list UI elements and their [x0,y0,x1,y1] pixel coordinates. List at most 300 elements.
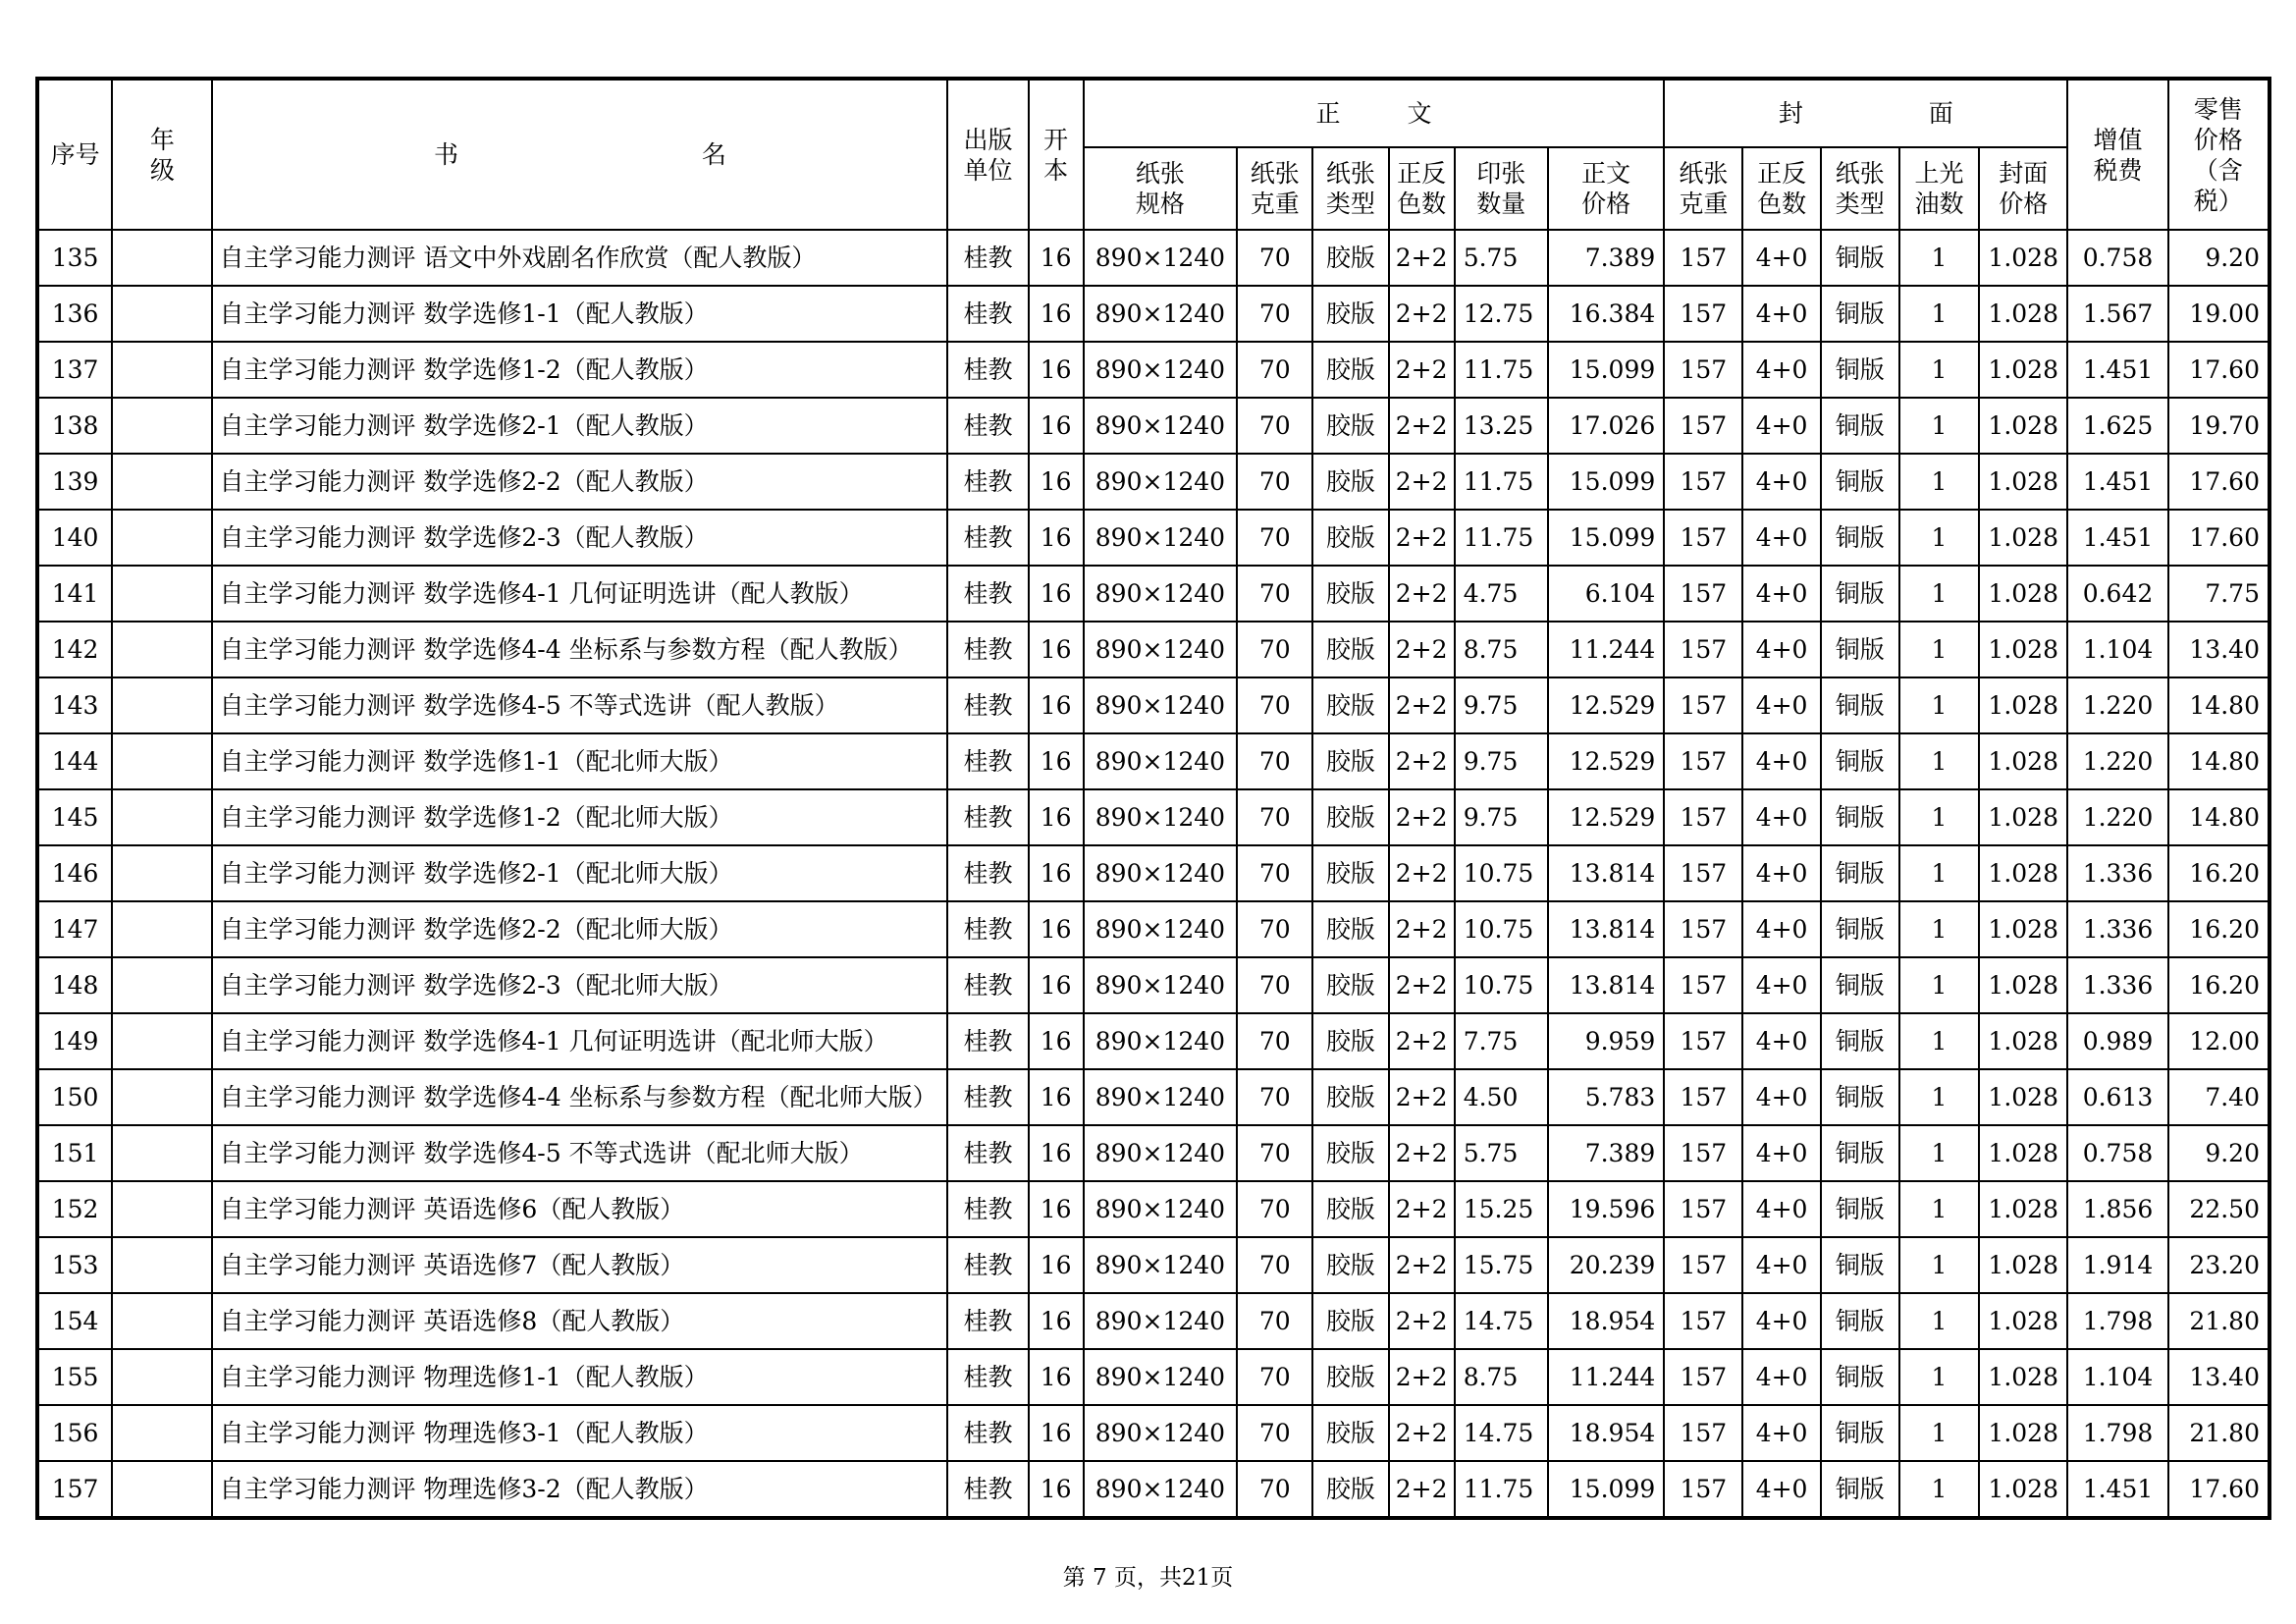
cell-cover-gsm: 157 [1664,901,1742,957]
cell-seq: 157 [37,1461,112,1518]
header-cover-colors: 正反色数 [1742,147,1820,230]
cell-format: 16 [1029,1237,1084,1293]
cell-grade [112,1069,212,1125]
cell-paper-type: 胶版 [1312,845,1388,901]
cell-paper-size: 890×1240 [1084,733,1237,789]
cell-cover-paper-type: 铜版 [1821,1181,1899,1237]
cell-cover-colors: 4+0 [1742,1293,1820,1349]
cell-title: 自主学习能力测评 物理选修3-1（配人教版） [212,1405,947,1461]
cell-grade [112,398,212,454]
cell-paper-gsm: 70 [1237,398,1312,454]
cell-title: 自主学习能力测评 物理选修1-1（配人教版） [212,1349,947,1405]
cell-cover-paper-type: 铜版 [1821,566,1899,622]
cell-sheets: 4.50 [1455,1069,1548,1125]
cell-colors: 2+2 [1389,230,1455,286]
cell-colors: 2+2 [1389,733,1455,789]
cell-sheets: 4.75 [1455,566,1548,622]
cell-seq: 150 [37,1069,112,1125]
cell-cover-colors: 4+0 [1742,1125,1820,1181]
cell-cover-price: 1.028 [1979,845,2067,901]
cell-cover-gsm: 157 [1664,1293,1742,1349]
cell-sheets: 9.75 [1455,789,1548,845]
price-table [35,77,2271,1520]
cell-paper-size: 890×1240 [1084,1181,1237,1237]
cell-vat: 1.451 [2067,1461,2167,1518]
cell-cover-colors: 4+0 [1742,286,1820,342]
cell-sheets: 5.75 [1455,1125,1548,1181]
header-retail: 零售价格（含税） [2168,79,2269,230]
cell-cover-gloss: 1 [1899,1405,1979,1461]
cell-vat: 0.758 [2067,230,2167,286]
cell-body-price: 16.384 [1548,286,1664,342]
cell-grade [112,789,212,845]
cell-format: 16 [1029,845,1084,901]
cell-sheets: 14.75 [1455,1293,1548,1349]
cell-grade [112,845,212,901]
cell-paper-type: 胶版 [1312,398,1388,454]
cell-cover-gsm: 157 [1664,342,1742,398]
cell-paper-size: 890×1240 [1084,230,1237,286]
cell-title: 自主学习能力测评 数学选修4-4 坐标系与参数方程（配北师大版） [212,1069,947,1125]
cell-vat: 1.567 [2067,286,2167,342]
cell-publisher: 桂教 [947,957,1028,1013]
cell-cover-paper-type: 铜版 [1821,845,1899,901]
cell-cover-price: 1.028 [1979,1293,2067,1349]
cell-cover-paper-type: 铜版 [1821,342,1899,398]
cell-title: 自主学习能力测评 数学选修1-2（配北师大版） [212,789,947,845]
table-row [37,677,2269,733]
cell-publisher: 桂教 [947,454,1028,510]
cell-paper-size: 890×1240 [1084,510,1237,566]
table-row [37,1181,2269,1237]
cell-grade [112,286,212,342]
table-row [37,454,2269,510]
cell-cover-gloss: 1 [1899,1181,1979,1237]
cell-cover-colors: 4+0 [1742,957,1820,1013]
cell-body-price: 13.814 [1548,901,1664,957]
cell-cover-paper-type: 铜版 [1821,677,1899,733]
cell-paper-size: 890×1240 [1084,845,1237,901]
cell-cover-paper-type: 铜版 [1821,1013,1899,1069]
cell-vat: 1.451 [2067,510,2167,566]
table-row [37,1349,2269,1405]
cell-cover-gsm: 157 [1664,398,1742,454]
cell-paper-gsm: 70 [1237,1069,1312,1125]
cell-cover-gsm: 157 [1664,957,1742,1013]
header-body-colors: 正反色数 [1389,147,1455,230]
cell-cover-price: 1.028 [1979,1349,2067,1405]
cell-paper-type: 胶版 [1312,1349,1388,1405]
cell-cover-gloss: 1 [1899,510,1979,566]
cell-colors: 2+2 [1389,1069,1455,1125]
cell-title: 自主学习能力测评 数学选修2-2（配人教版） [212,454,947,510]
cell-sheets: 9.75 [1455,677,1548,733]
cell-seq: 146 [37,845,112,901]
cell-grade [112,1405,212,1461]
table-row [37,901,2269,957]
cell-cover-gloss: 1 [1899,286,1979,342]
cell-cover-colors: 4+0 [1742,789,1820,845]
cell-vat: 1.914 [2067,1237,2167,1293]
cell-format: 16 [1029,454,1084,510]
cell-format: 16 [1029,1405,1084,1461]
cell-cover-colors: 4+0 [1742,342,1820,398]
cell-paper-gsm: 70 [1237,1405,1312,1461]
cell-sheets: 12.75 [1455,286,1548,342]
cell-format: 16 [1029,677,1084,733]
cell-format: 16 [1029,230,1084,286]
cell-format: 16 [1029,1125,1084,1181]
cell-cover-price: 1.028 [1979,1237,2067,1293]
cell-seq: 143 [37,677,112,733]
cell-vat: 1.856 [2067,1181,2167,1237]
cell-vat: 1.220 [2067,733,2167,789]
cell-paper-gsm: 70 [1237,845,1312,901]
cell-publisher: 桂教 [947,1461,1028,1518]
cell-sheets: 7.75 [1455,1013,1548,1069]
cell-paper-type: 胶版 [1312,1237,1388,1293]
header-body-price: 正文价格 [1548,147,1664,230]
cell-title: 自主学习能力测评 物理选修3-2（配人教版） [212,1461,947,1518]
header-cover-group: 封 面 [1664,79,2067,147]
table-row [37,622,2269,677]
cell-cover-gloss: 1 [1899,566,1979,622]
cell-vat: 1.451 [2067,454,2167,510]
cell-grade [112,1349,212,1405]
cell-cover-gloss: 1 [1899,1013,1979,1069]
cell-retail: 16.20 [2168,957,2269,1013]
header-cover-gsm: 纸张克重 [1664,147,1742,230]
cell-paper-type: 胶版 [1312,566,1388,622]
cell-retail: 17.60 [2168,510,2269,566]
cell-paper-gsm: 70 [1237,566,1312,622]
header-format: 开本 [1029,79,1084,230]
cell-body-price: 12.529 [1548,733,1664,789]
cell-publisher: 桂教 [947,1293,1028,1349]
cell-body-price: 18.954 [1548,1405,1664,1461]
cell-paper-size: 890×1240 [1084,342,1237,398]
cell-grade [112,1461,212,1518]
cell-format: 16 [1029,1293,1084,1349]
cell-title: 自主学习能力测评 语文中外戏剧名作欣赏（配人教版） [212,230,947,286]
cell-format: 16 [1029,901,1084,957]
cell-title: 自主学习能力测评 数学选修2-3（配北师大版） [212,957,947,1013]
cell-publisher: 桂教 [947,789,1028,845]
header-vat: 增值税费 [2067,79,2167,230]
cell-paper-gsm: 70 [1237,789,1312,845]
cell-paper-gsm: 70 [1237,677,1312,733]
cell-colors: 2+2 [1389,845,1455,901]
cell-publisher: 桂教 [947,1237,1028,1293]
cell-format: 16 [1029,622,1084,677]
cell-vat: 1.336 [2067,845,2167,901]
cell-paper-type: 胶版 [1312,1461,1388,1518]
cell-cover-price: 1.028 [1979,454,2067,510]
cell-publisher: 桂教 [947,1181,1028,1237]
cell-seq: 144 [37,733,112,789]
cell-paper-gsm: 70 [1237,1237,1312,1293]
cell-paper-type: 胶版 [1312,1069,1388,1125]
cell-colors: 2+2 [1389,789,1455,845]
cell-seq: 141 [37,566,112,622]
cell-cover-price: 1.028 [1979,1461,2067,1518]
cell-grade [112,957,212,1013]
cell-publisher: 桂教 [947,677,1028,733]
cell-body-price: 7.389 [1548,1125,1664,1181]
cell-vat: 1.104 [2067,622,2167,677]
cell-cover-gloss: 1 [1899,1461,1979,1518]
cell-sheets: 8.75 [1455,1349,1548,1405]
cell-paper-size: 890×1240 [1084,398,1237,454]
cell-cover-gsm: 157 [1664,1181,1742,1237]
cell-paper-size: 890×1240 [1084,1349,1237,1405]
cell-paper-size: 890×1240 [1084,901,1237,957]
cell-cover-colors: 4+0 [1742,622,1820,677]
cell-sheets: 11.75 [1455,454,1548,510]
cell-body-price: 5.783 [1548,1069,1664,1125]
cell-cover-paper-type: 铜版 [1821,286,1899,342]
table-row [37,1293,2269,1349]
cell-cover-gloss: 1 [1899,957,1979,1013]
cell-paper-type: 胶版 [1312,1013,1388,1069]
cell-paper-size: 890×1240 [1084,789,1237,845]
cell-sheets: 11.75 [1455,342,1548,398]
cell-colors: 2+2 [1389,342,1455,398]
cell-retail: 17.60 [2168,454,2269,510]
cell-paper-size: 890×1240 [1084,622,1237,677]
cell-cover-gsm: 157 [1664,454,1742,510]
cell-grade [112,454,212,510]
cell-cover-gsm: 157 [1664,1125,1742,1181]
cell-grade [112,1181,212,1237]
cell-seq: 154 [37,1293,112,1349]
header-body-sheets: 印张数量 [1455,147,1548,230]
cell-title: 自主学习能力测评 数学选修4-1 几何证明选讲（配北师大版） [212,1013,947,1069]
cell-cover-gloss: 1 [1899,901,1979,957]
cell-retail: 23.20 [2168,1237,2269,1293]
cell-title: 自主学习能力测评 数学选修4-5 不等式选讲（配人教版） [212,677,947,733]
cell-paper-type: 胶版 [1312,230,1388,286]
cell-cover-price: 1.028 [1979,398,2067,454]
cell-grade [112,342,212,398]
cell-body-price: 20.239 [1548,1237,1664,1293]
cell-vat: 1.451 [2067,342,2167,398]
cell-body-price: 6.104 [1548,566,1664,622]
cell-cover-price: 1.028 [1979,1405,2067,1461]
cell-title: 自主学习能力测评 数学选修2-1（配北师大版） [212,845,947,901]
cell-cover-gloss: 1 [1899,1237,1979,1293]
cell-colors: 2+2 [1389,1405,1455,1461]
cell-cover-gsm: 157 [1664,566,1742,622]
cell-retail: 14.80 [2168,789,2269,845]
cell-cover-colors: 4+0 [1742,230,1820,286]
cell-paper-gsm: 70 [1237,342,1312,398]
cell-cover-paper-type: 铜版 [1821,1125,1899,1181]
cell-retail: 17.60 [2168,1461,2269,1518]
cell-paper-gsm: 70 [1237,1461,1312,1518]
cell-cover-price: 1.028 [1979,230,2067,286]
cell-body-price: 12.529 [1548,677,1664,733]
cell-seq: 152 [37,1181,112,1237]
cell-publisher: 桂教 [947,342,1028,398]
cell-retail: 7.75 [2168,566,2269,622]
cell-cover-price: 1.028 [1979,286,2067,342]
cell-colors: 2+2 [1389,398,1455,454]
cell-format: 16 [1029,733,1084,789]
cell-format: 16 [1029,342,1084,398]
cell-body-price: 15.099 [1548,1461,1664,1518]
cell-grade [112,230,212,286]
cell-paper-size: 890×1240 [1084,1461,1237,1518]
cell-cover-paper-type: 铜版 [1821,1069,1899,1125]
table-row [37,1461,2269,1518]
cell-cover-gloss: 1 [1899,733,1979,789]
cell-cover-price: 1.028 [1979,1181,2067,1237]
cell-cover-colors: 4+0 [1742,901,1820,957]
cell-seq: 151 [37,1125,112,1181]
header-body-paper-size: 纸张规格 [1084,147,1237,230]
cell-format: 16 [1029,286,1084,342]
cell-retail: 16.20 [2168,845,2269,901]
cell-paper-size: 890×1240 [1084,454,1237,510]
cell-paper-type: 胶版 [1312,1125,1388,1181]
cell-body-price: 11.244 [1548,622,1664,677]
cell-seq: 147 [37,901,112,957]
cell-colors: 2+2 [1389,1349,1455,1405]
cell-cover-price: 1.028 [1979,1125,2067,1181]
cell-paper-type: 胶版 [1312,957,1388,1013]
cell-cover-paper-type: 铜版 [1821,398,1899,454]
cell-body-price: 15.099 [1548,454,1664,510]
cell-grade [112,622,212,677]
cell-cover-price: 1.028 [1979,901,2067,957]
table-row [37,1237,2269,1293]
cell-grade [112,733,212,789]
cell-publisher: 桂教 [947,230,1028,286]
cell-colors: 2+2 [1389,510,1455,566]
cell-seq: 156 [37,1405,112,1461]
cell-cover-colors: 4+0 [1742,845,1820,901]
table-row [37,398,2269,454]
cell-cover-colors: 4+0 [1742,1461,1820,1518]
cell-cover-gloss: 1 [1899,677,1979,733]
cell-seq: 155 [37,1349,112,1405]
cell-retail: 21.80 [2168,1293,2269,1349]
cell-format: 16 [1029,398,1084,454]
cell-vat: 0.758 [2067,1125,2167,1181]
cell-cover-gsm: 157 [1664,1069,1742,1125]
cell-seq: 140 [37,510,112,566]
cell-cover-colors: 4+0 [1742,510,1820,566]
cell-cover-colors: 4+0 [1742,1405,1820,1461]
cell-publisher: 桂教 [947,622,1028,677]
cell-cover-colors: 4+0 [1742,566,1820,622]
cell-seq: 149 [37,1013,112,1069]
cell-vat: 1.220 [2067,789,2167,845]
table-row [37,230,2269,286]
cell-sheets: 10.75 [1455,901,1548,957]
cell-cover-colors: 4+0 [1742,398,1820,454]
cell-cover-gloss: 1 [1899,1125,1979,1181]
cell-cover-gsm: 157 [1664,1405,1742,1461]
cell-cover-gsm: 157 [1664,1237,1742,1293]
cell-cover-gsm: 157 [1664,510,1742,566]
table-header [37,79,2269,230]
header-cover-price: 封面价格 [1979,147,2067,230]
cell-cover-price: 1.028 [1979,1013,2067,1069]
cell-vat: 0.989 [2067,1013,2167,1069]
header-title: 书 名 [212,79,947,230]
cell-paper-size: 890×1240 [1084,957,1237,1013]
cell-paper-gsm: 70 [1237,1293,1312,1349]
cell-paper-type: 胶版 [1312,622,1388,677]
cell-seq: 145 [37,789,112,845]
table-body [37,230,2269,1518]
cell-paper-type: 胶版 [1312,1181,1388,1237]
cell-cover-gloss: 1 [1899,845,1979,901]
cell-body-price: 19.596 [1548,1181,1664,1237]
cell-grade [112,566,212,622]
cell-colors: 2+2 [1389,677,1455,733]
cell-publisher: 桂教 [947,845,1028,901]
cell-title: 自主学习能力测评 英语选修7（配人教版） [212,1237,947,1293]
table-row [37,957,2269,1013]
cell-vat: 1.220 [2067,677,2167,733]
cell-title: 自主学习能力测评 数学选修2-3（配人教版） [212,510,947,566]
cell-sheets: 8.75 [1455,622,1548,677]
table-row [37,342,2269,398]
cell-cover-paper-type: 铜版 [1821,789,1899,845]
cell-publisher: 桂教 [947,1405,1028,1461]
cell-paper-type: 胶版 [1312,677,1388,733]
cell-paper-type: 胶版 [1312,286,1388,342]
cell-cover-paper-type: 铜版 [1821,510,1899,566]
cell-colors: 2+2 [1389,622,1455,677]
table-row [37,1125,2269,1181]
cell-paper-size: 890×1240 [1084,1293,1237,1349]
cell-publisher: 桂教 [947,510,1028,566]
cell-grade [112,677,212,733]
table-row [37,789,2269,845]
cell-retail: 22.50 [2168,1181,2269,1237]
cell-format: 16 [1029,1013,1084,1069]
table-row [37,1405,2269,1461]
cell-colors: 2+2 [1389,1181,1455,1237]
cell-body-price: 7.389 [1548,230,1664,286]
cell-body-price: 12.529 [1548,789,1664,845]
cell-title: 自主学习能力测评 数学选修4-1 几何证明选讲（配人教版） [212,566,947,622]
cell-seq: 139 [37,454,112,510]
cell-title: 自主学习能力测评 数学选修1-1（配人教版） [212,286,947,342]
cell-cover-colors: 4+0 [1742,1181,1820,1237]
cell-cover-paper-type: 铜版 [1821,1405,1899,1461]
cell-cover-paper-type: 铜版 [1821,1293,1899,1349]
cell-seq: 148 [37,957,112,1013]
cell-cover-gsm: 157 [1664,230,1742,286]
cell-vat: 1.625 [2067,398,2167,454]
cell-cover-gsm: 157 [1664,622,1742,677]
cell-cover-colors: 4+0 [1742,1013,1820,1069]
cell-retail: 12.00 [2168,1013,2269,1069]
cell-vat: 1.336 [2067,901,2167,957]
cell-body-price: 15.099 [1548,342,1664,398]
cell-cover-paper-type: 铜版 [1821,1461,1899,1518]
cell-grade [112,1293,212,1349]
cell-title: 自主学习能力测评 数学选修2-2（配北师大版） [212,901,947,957]
cell-cover-paper-type: 铜版 [1821,901,1899,957]
cell-vat: 1.336 [2067,957,2167,1013]
page-footer: 第 7 页，共21页 [1062,1565,1234,1591]
